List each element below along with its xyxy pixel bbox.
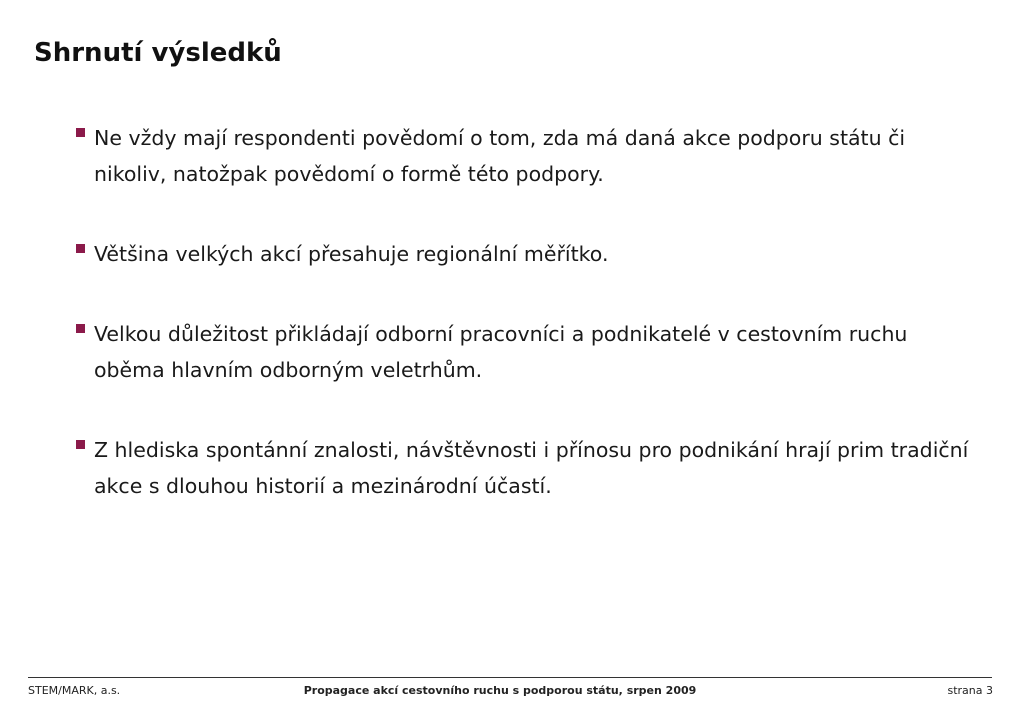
bullet-item [76,316,976,388]
square-bullet-icon [76,244,85,253]
footer-company: STEM/MARK, a.s. [28,684,121,697]
footer-divider [28,677,992,678]
bullet-text: Z hlediska spontánní znalosti, návštěvnosti i přínosu pro podnikání hrají prim tradiční akce s dlouhou historií a mezinárodní účastí. [94,438,969,498]
footer-report-title: Propagace akcí cestovního ruchu s podporou státu, srpen 2009 [303,684,697,697]
slide-title: Shrnutí výsledků [34,38,282,68]
square-bullet-icon [76,324,85,333]
bullet-text: Ne vždy mají respondenti povědomí o tom, zda má daná akce podporu státu či nikoliv, natožpak povědomí o formě této podpory. [94,126,906,186]
bullet-item [76,236,976,272]
footer-page-number: strana 3 [947,684,993,697]
bullet-text: Většina velkých akcí přesahuje regionální měřítko. [94,242,609,266]
square-bullet-icon [76,440,85,449]
bullet-list [76,120,976,548]
bullet-item [76,120,976,192]
bullet-item [76,432,976,504]
square-bullet-icon [76,128,85,137]
bullet-text: Velkou důležitost přikládají odborní pracovníci a podnikatelé v cestovním ruchu oběma hlavním odborným veletrhům. [94,322,908,382]
